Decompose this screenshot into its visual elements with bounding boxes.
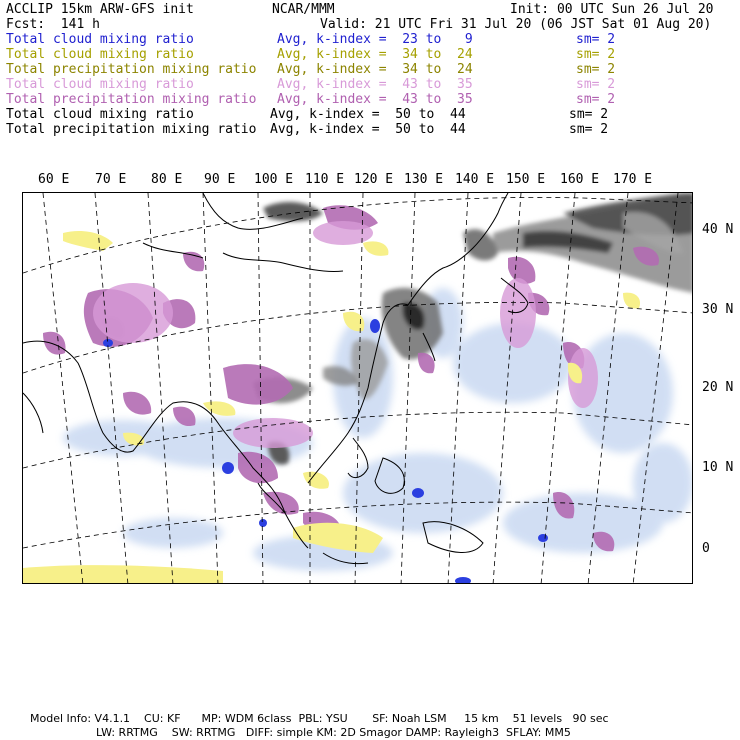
legend-avg: Avg, k-index = 50 to 44 — [270, 107, 466, 122]
map-panel — [22, 192, 693, 584]
model-title: ACCLIP 15km ARW-GFS init — [6, 2, 194, 17]
legend-field: Total cloud mixing ratio — [6, 77, 194, 92]
lon-label: 60 E — [38, 172, 70, 187]
model-info-line1: Model Info: V4.1.1 CU: KF MP: WDM 6class PBL: YSU SF: Noah LSM 15 km 51 levels 90 sec — [30, 712, 609, 725]
legend-sm: sm= 2 — [576, 47, 616, 62]
legend-avg: Avg, k-index = 43 to 35 — [277, 77, 473, 92]
lon-label: 80 E — [151, 172, 183, 187]
legend-sm: sm= 2 — [576, 32, 616, 47]
lon-label: 140 E — [455, 172, 495, 187]
lat-label: 40 N — [702, 222, 734, 237]
lon-label: 120 E — [354, 172, 394, 187]
legend-field: Total precipitation mixing ratio — [6, 92, 257, 107]
legend-sm: sm= 2 — [576, 62, 616, 77]
forecast-hour: Fcst: 141 h — [6, 17, 100, 32]
legend-sm: sm= 2 — [569, 107, 609, 122]
lon-label: 160 E — [560, 172, 600, 187]
legend-avg: Avg, k-index = 34 to 24 — [277, 47, 473, 62]
lon-label: 110 E — [305, 172, 345, 187]
valid-time: Valid: 21 UTC Fri 31 Jul 20 (06 JST Sat 01 Aug 20) — [320, 17, 712, 32]
legend-field: Total cloud mixing ratio — [6, 47, 194, 62]
legend-field: Total precipitation mixing ratio — [6, 122, 257, 137]
lon-label: 100 E — [254, 172, 294, 187]
legend-sm: sm= 2 — [569, 122, 609, 137]
map-canvas — [23, 193, 693, 584]
legend-field: Total precipitation mixing ratio — [6, 62, 257, 77]
lat-label: 20 N — [702, 380, 734, 395]
lon-label: 90 E — [204, 172, 236, 187]
legend-avg: Avg, k-index = 23 to 9 — [277, 32, 473, 47]
lat-label: 0 — [702, 541, 710, 556]
legend-avg: Avg, k-index = 50 to 44 — [270, 122, 466, 137]
lat-label: 10 N — [702, 460, 734, 475]
model-info-line2: LW: RRTMG SW: RRTMG DIFF: simple KM: 2D Smagor DAMP: Rayleigh3 SFLAY: MM5 — [96, 726, 571, 739]
init-time: Init: 00 UTC Sun 26 Jul 20 — [510, 2, 714, 17]
legend-avg: Avg, k-index = 34 to 24 — [277, 62, 473, 77]
lon-label: 150 E — [506, 172, 546, 187]
legend-sm: sm= 2 — [576, 92, 616, 107]
legend-field: Total cloud mixing ratio — [6, 107, 194, 122]
center-name: NCAR/MMM — [272, 2, 335, 17]
legend-field: Total cloud mixing ratio — [6, 32, 194, 47]
legend-sm: sm= 2 — [576, 77, 616, 92]
legend-avg: Avg, k-index = 43 to 35 — [277, 92, 473, 107]
lon-label: 130 E — [404, 172, 444, 187]
lat-label: 30 N — [702, 302, 734, 317]
lon-label: 70 E — [95, 172, 127, 187]
lon-label: 170 E — [613, 172, 653, 187]
